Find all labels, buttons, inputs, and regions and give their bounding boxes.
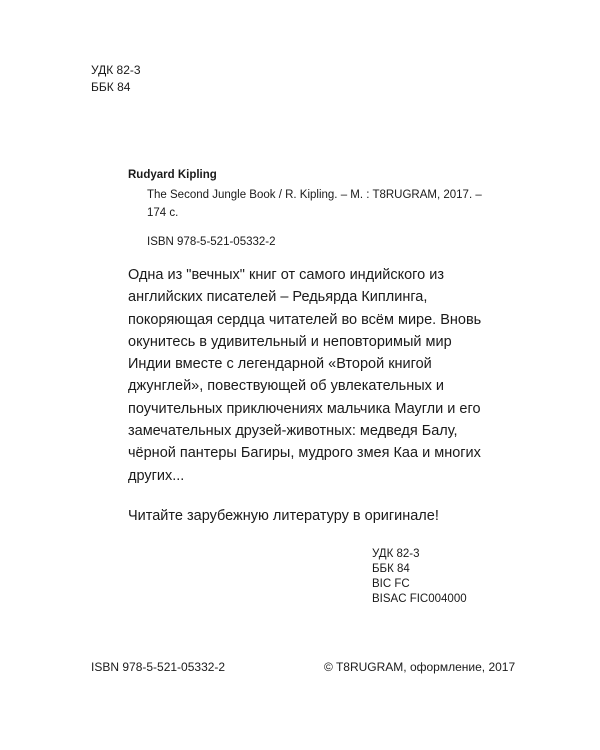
annotation bbox=[128, 264, 482, 487]
biblio-line-2: 174 с. bbox=[147, 207, 179, 219]
copyright: © T8RUGRAM, оформление, 2017 bbox=[324, 660, 516, 674]
code-udk: УДК 82-3 bbox=[372, 548, 420, 560]
biblio-line-1: The Second Jungle Book / R. Kipling. – M. : T8RUGRAM, 2017. – bbox=[147, 189, 482, 201]
annotation-text: Одна из "вечных" книг от самого индийского из английских писателей – Редьярда Киплинга, покоряющая сердца читателей во всём мире. Вновь окунитесь в удивительный и неповторимый мир Индии вместе с легендарной «Второй книгой джунглей», повествующей об увлекательных и поучительных приключениях мальчика Маугли и его замечательных друзей-животных: медведя Балу, чёрной пантеры Багиры, мудрого змея Каа и многих других... bbox=[128, 267, 482, 484]
code-bisac: BISAC FIC004000 bbox=[372, 593, 467, 605]
bibliographic-record bbox=[147, 186, 482, 222]
isbn-middle: ISBN 978-5-521-05332-2 bbox=[147, 236, 276, 248]
udk-line: УДК 82-3 bbox=[91, 63, 141, 77]
udk-bbk-top bbox=[91, 62, 141, 96]
author-name: Rudyard Kipling bbox=[128, 169, 217, 181]
classification-codes bbox=[372, 547, 467, 607]
bbk-line: ББК 84 bbox=[91, 80, 131, 94]
isbn-bottom: ISBN 978-5-521-05332-2 bbox=[91, 660, 226, 674]
code-bic: BIC FC bbox=[372, 578, 410, 590]
final-line: Читайте зарубежную литературу в оригинале! bbox=[128, 508, 439, 524]
code-bbk: ББК 84 bbox=[372, 563, 410, 575]
